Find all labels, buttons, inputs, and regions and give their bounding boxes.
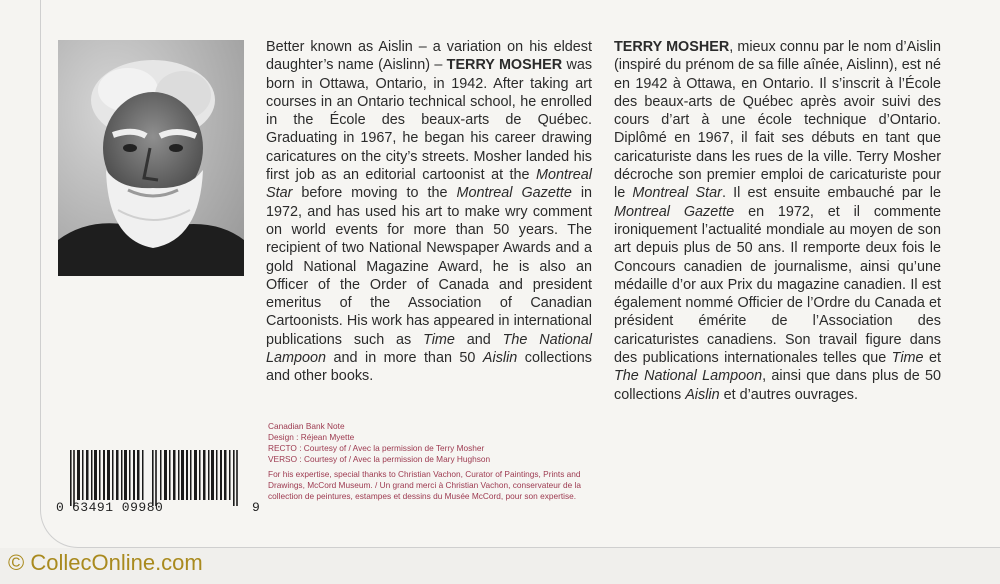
english-name: TERRY MOSHER [446, 57, 563, 74]
barcode-middle-digits: 63491 09980 [72, 500, 164, 515]
english-time: Time [423, 331, 455, 348]
thanks-credit: For his expertise, special thanks to Christian Vachon, Curator of Paintings, Prints and Drawings, McCord Museum. / Un grand merci à Christian Vachon, conservateur de la collection de peintures, estampes et dessins du Musée McCord, pour son expertise. [268, 469, 581, 501]
english-text: in 1972, and has used his art to make wry comment on world events for more than 50 years. The recipient of two National Newspaper Awards and a gold National Magazine Award, he is also an Officer of the Order of Canada and president emeritus of the Association of Canadian Cartoonists. His work has appeared in international publications such as [266, 185, 593, 348]
french-biography [614, 38, 941, 404]
french-montreal-star: Montreal Star [632, 185, 722, 202]
portrait-photo [58, 40, 244, 276]
french-time: Time [891, 350, 924, 367]
english-montreal-gazette: Montreal Gazette [456, 185, 572, 202]
watermark [8, 548, 203, 578]
french-montreal-gazette: Montreal Gazette [614, 203, 735, 220]
french-aislin: Aislin [685, 386, 720, 403]
english-text: was born in Ottawa, Ontario, in 1942. After taking art courses in an Ontario technical school, he enrolled in the École des beaux-arts de Québec. Graduating in 1967, he began his career drawing caricatures on the city’s streets. Mosher landed his first job as an editorial cartoonist at the [266, 57, 593, 184]
recto-credit: RECTO : Courtesy of / Avec la permission de Terry Mosher [268, 443, 485, 453]
barcode-first-digit: 0 [56, 500, 64, 515]
french-name: TERRY MOSHER [614, 39, 730, 55]
french-text: en 1972, et il commente ironiquement l’actualité mondiale au moyen de son art depuis plus de 50 ans. Il remporte deux fois le Concours canadien de journalisme, ainsi qu’une médaille d’or aux Prix du magazine canadien. Il est également nommé Officier de l’Ordre du Canada et président émérite de l’Association des caricaturistes canadiens. Son travail figure dans des publications internationales telles que [614, 203, 941, 367]
english-paragraph [266, 38, 592, 386]
english-text: collections and other books. [266, 350, 592, 385]
barcode-last-digit: 9 [252, 500, 260, 515]
printer-credit: Canadian Bank Note [268, 421, 345, 431]
french-text: , ainsi que dans plus de 50 collections [614, 368, 941, 403]
copyright-icon: © [8, 550, 25, 575]
english-biography [266, 38, 592, 386]
french-text: et [928, 350, 941, 367]
watermark-text: CollecOnline.com [30, 550, 203, 575]
english-montreal-star: Montreal Star [266, 167, 592, 202]
english-text: before moving to the [301, 185, 448, 202]
english-aislin: Aislin [482, 350, 518, 367]
french-text: et d’autres ouvrages. [723, 386, 858, 403]
design-credit: Design : Réjean Myette [268, 432, 355, 442]
english-national-lampoon: The National Lampoon [266, 331, 593, 367]
credits-block [268, 421, 608, 502]
barcode [56, 446, 256, 508]
french-paragraph [614, 38, 941, 404]
french-national-lampoon: The National Lampoon [614, 368, 763, 385]
english-text: and in more than 50 [333, 350, 476, 367]
french-text: . Il est ensuite embauché par le [721, 185, 941, 202]
french-text: , mieux connu par le nom d’Aislin (inspiré du prénom de sa fille aînée, Aislinn), est né en 1942 à Ottawa, en Ontario. Il s’inscrit à l’École des beaux-arts de Québec après avoir suivi des cours d’art à une école technique d’Ontario. Diplômé en 1967, il fait ses débuts en tant que caricaturiste dans les rues de la ville. Terry Mosher décroche son premier emploi de caricaturiste pour le [614, 39, 942, 202]
english-text: and [466, 331, 491, 348]
english-text: Better known as Aislin – a variation on his eldest daughter’s name (Aislinn) – [266, 39, 592, 74]
portrait-illustration [58, 40, 244, 276]
verso-credit: VERSO : Courtesy of / Avec la permission de Mary Hughson [268, 454, 491, 464]
